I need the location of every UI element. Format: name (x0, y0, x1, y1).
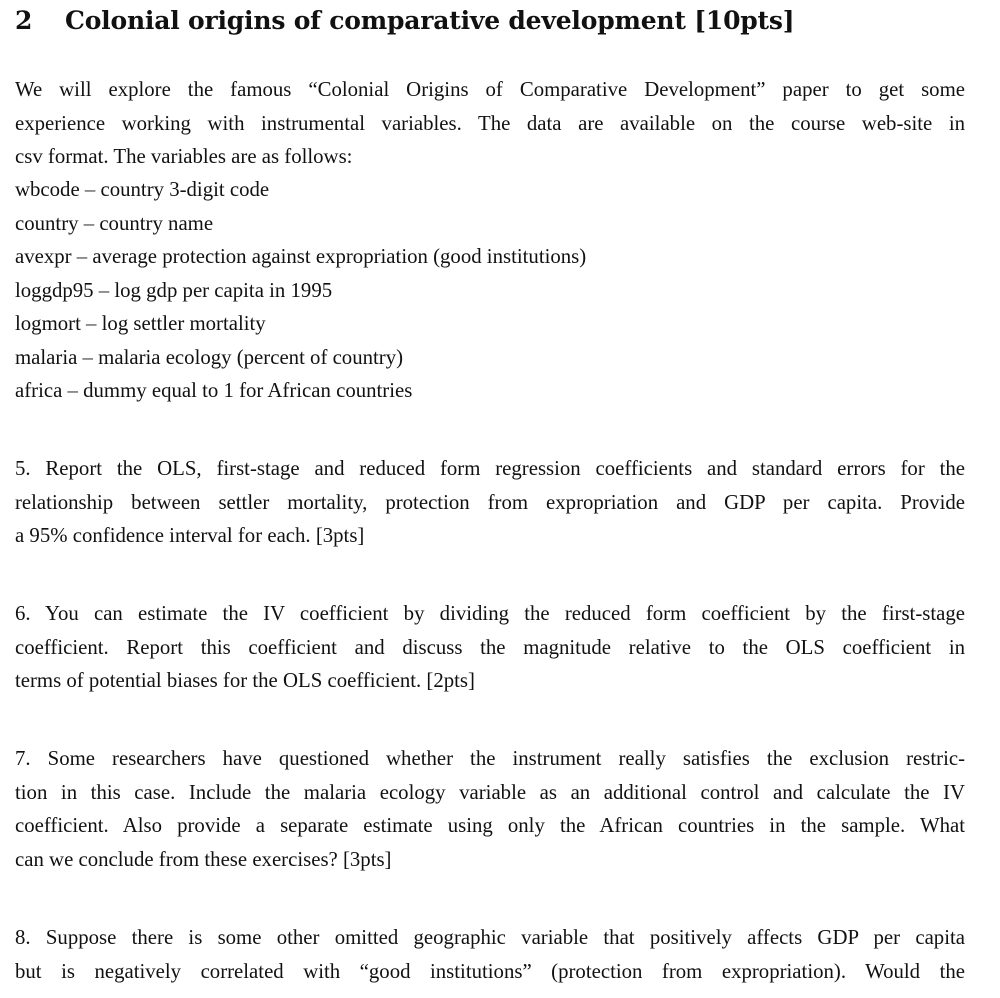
section-title: Colonial origins of comparative development [10pts] (65, 6, 795, 35)
variable-name: country (15, 211, 79, 235)
variable-name: logmort (15, 312, 81, 335)
intro-line: csv format. The variables are as follows: (15, 145, 353, 168)
variable-separator: – (71, 245, 93, 268)
variable-separator: – (77, 345, 99, 369)
variable-description: malaria ecology (percent of country) (98, 345, 404, 369)
variable-item (15, 173, 586, 207)
variable-name: africa (15, 379, 63, 402)
question-line: but is negatively correlated with “good institutions” (protection from expropriation). Would the (15, 959, 965, 983)
intro-line: We will explore the famous “Colonial Origins of Comparative Development” paper to get some (15, 78, 965, 101)
variable-separator: – (62, 379, 84, 402)
variable-item (15, 307, 586, 341)
variable-list (15, 173, 586, 408)
variable-name: avexpr (15, 245, 72, 268)
variable-description: dummy equal to 1 for African countries (83, 379, 413, 402)
question-line: a 95% confidence interval for each. [3pts] (15, 524, 365, 547)
question-6 (15, 597, 965, 698)
variable-item (15, 240, 586, 274)
question-line: coefficient. Report this coefficient and discuss the magnitude relative to the OLS coefficient in (15, 635, 965, 659)
question-7 (15, 742, 965, 876)
question-line: terms of potential biases for the OLS coefficient. [2pts] (15, 669, 475, 692)
question-line: tion in this case. Include the malaria ecology variable as an additional control and calculate the IV (15, 780, 965, 804)
variable-description: country name (99, 211, 214, 235)
question-5 (15, 452, 965, 553)
question-line: relationship between settler mortality, protection from expropriation and GDP per capita. Provide (15, 490, 965, 514)
variable-name: loggdp95 (15, 278, 94, 302)
variable-item (15, 207, 586, 241)
question-line: coefficient. Also provide a separate estimate using only the African countries in the sample. What (15, 814, 965, 837)
intro-line: experience working with instrumental variables. The data are available on the course web-site in (15, 111, 965, 135)
variable-separator: – (80, 312, 102, 335)
variable-description: country 3-digit code (100, 178, 270, 201)
variable-name: wbcode (15, 178, 80, 201)
section-number: 2 (15, 6, 33, 35)
variable-item (15, 274, 586, 308)
variable-separator: – (78, 211, 100, 235)
variable-separator: – (79, 178, 101, 201)
variable-description: average protection against expropriation (good institutions) (92, 245, 587, 268)
intro-paragraph (15, 73, 965, 174)
question-line: can we conclude from these exercises? [3pts] (15, 847, 392, 871)
question-8 (15, 921, 965, 988)
variable-description: log settler mortality (101, 312, 266, 335)
variable-item (15, 374, 586, 408)
variable-description: log gdp per capita in 1995 (114, 278, 333, 302)
section-heading (15, 4, 794, 38)
question-line: 8. Suppose there is some other omitted geographic variable that positively affects GDP per capita (15, 926, 965, 949)
variable-item (15, 341, 586, 375)
question-line: 6. You can estimate the IV coefficient by dividing the reduced form coefficient by the first-stage (15, 602, 965, 625)
variable-separator: – (93, 278, 115, 302)
question-line: 7. Some researchers have questioned whether the instrument really satisfies the exclusion restric- (15, 747, 965, 770)
question-line: 5. Report the OLS, first-stage and reduced form regression coefficients and standard errors for the (15, 457, 965, 480)
variable-name: malaria (15, 345, 78, 369)
